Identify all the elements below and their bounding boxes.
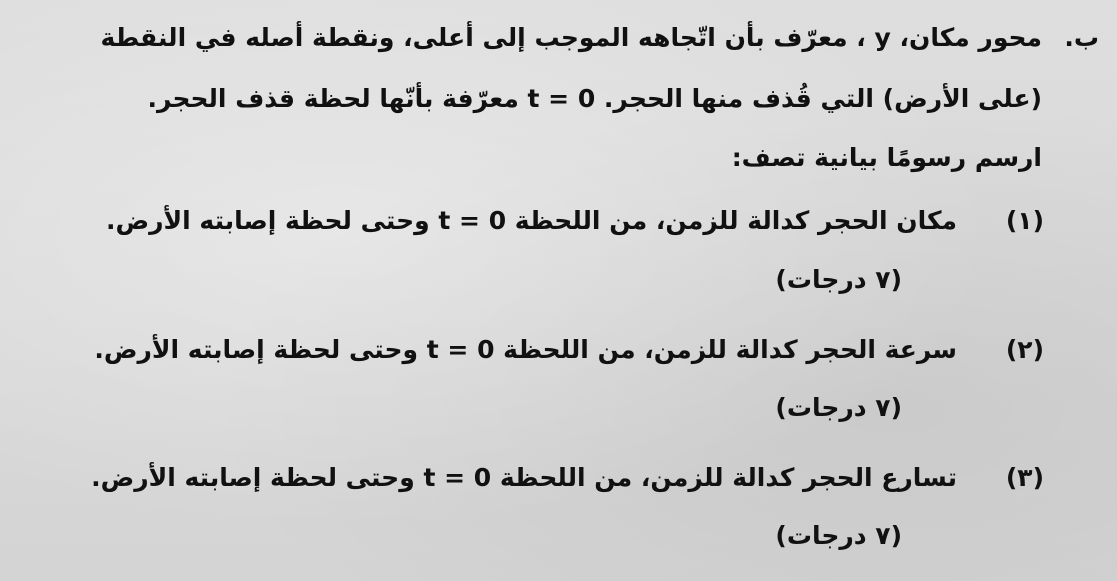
part-b-line-2: (على الأرض) التي قُذف منها الحجر. t = 0 معرّفة بأنّها لحظة قذف الحجر. <box>147 84 1042 113</box>
part-b-line-3: ارسم رسومًا بيانية تصف: <box>731 143 1042 172</box>
item-1-number: (١) <box>1005 206 1044 235</box>
item-3-text: تسارع الحجر كدالة للزمن، من اللحظة t = 0 وحتى لحظة إصابته الأرض. <box>91 463 957 492</box>
item-1-text: مكان الحجر كدالة للزمن، من اللحظة t = 0 وحتى لحظة إصابته الأرض. <box>106 206 957 235</box>
item-1-points: (٧ درجات) <box>775 265 902 294</box>
item-2-text: سرعة الحجر كدالة للزمن، من اللحظة t = 0 وحتى لحظة إصابته الأرض. <box>94 335 957 364</box>
item-3-number: (٣) <box>1005 463 1044 492</box>
item-2-number: (٢) <box>1005 335 1044 364</box>
part-b-marker: ب. <box>1064 23 1099 52</box>
item-3-points: (٧ درجات) <box>775 521 902 550</box>
part-b-line-1: محور مكان، y ، معرّف بأن اتّجاهه الموجب إلى أعلى، ونقطة أصله في النقطة <box>100 23 1042 52</box>
item-2-points: (٧ درجات) <box>775 393 902 422</box>
